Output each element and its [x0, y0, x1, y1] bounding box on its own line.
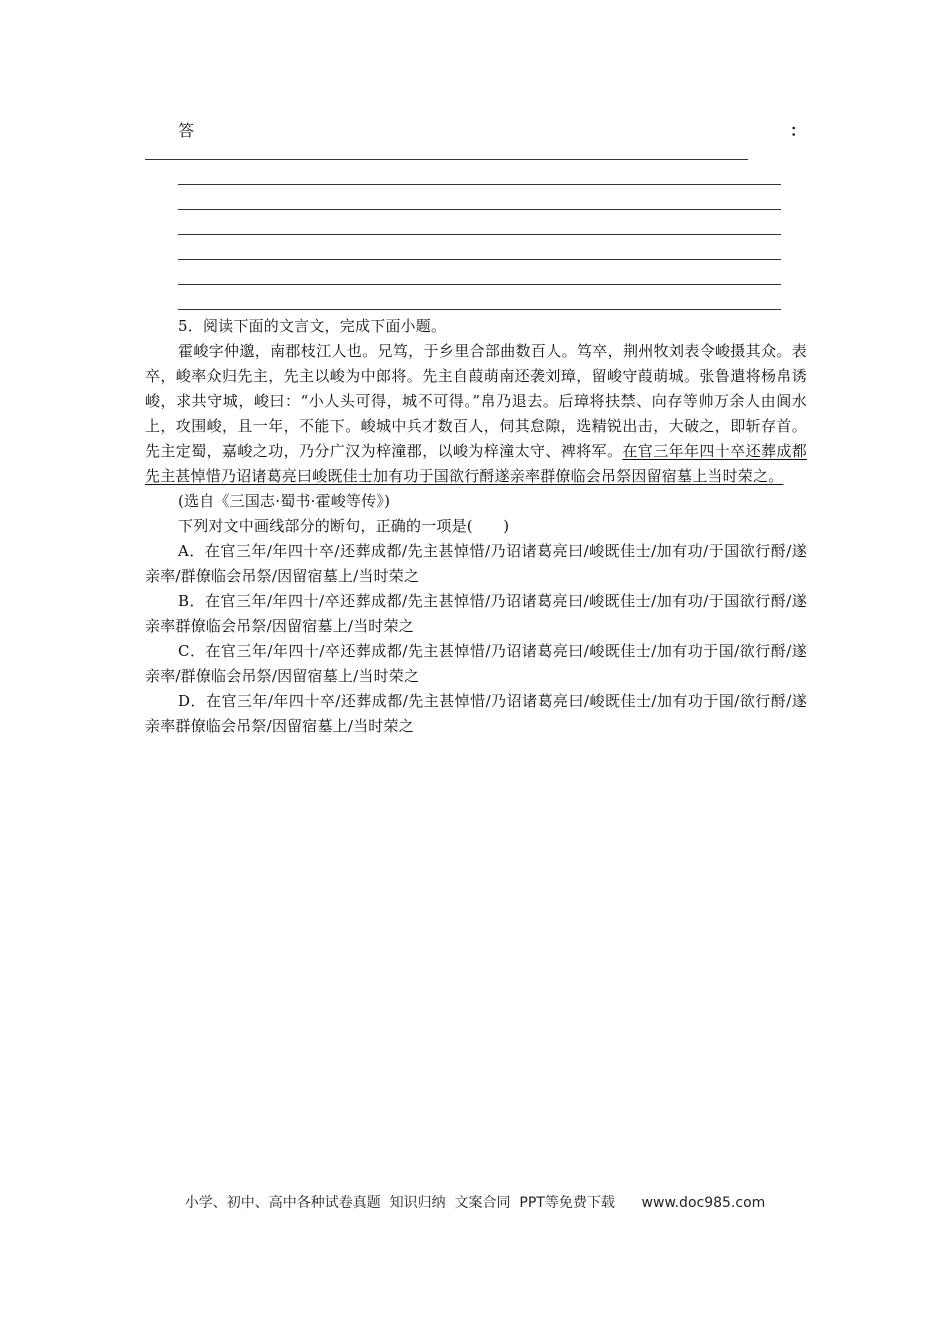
question-block — [145, 314, 807, 739]
answer-line[interactable] — [178, 234, 781, 235]
answer-line[interactable] — [178, 184, 781, 185]
option-d[interactable]: D．在官三年/年四十卒/还葬成都/先主甚悼惜/乃诏诸葛亮曰/峻既佳士/加有功于国/欲行酹/遂亲率群僚临会吊祭/因留宿墓上/当时荣之 — [145, 692, 807, 735]
question-prompt: 5．阅读下面的文言文，完成下面小题。 — [178, 317, 447, 335]
passage — [145, 339, 807, 489]
source-citation: (选自《三国志·蜀书·霍峻等传》) — [178, 492, 391, 510]
option-a[interactable]: A．在官三年/年四十卒/还葬成都/先主甚悼惜/乃诏诸葛亮曰/峻既佳士/加有功/于国欲行酹/遂亲率/群僚临会吊祭/因留宿墓上/当时荣之 — [145, 542, 807, 585]
option-c[interactable]: C．在官三年/年四十/卒还葬成都/先主甚悼惜/乃诏诸葛亮曰/峻既佳士/加有功于国/欲行酹/遂亲率/群僚临会吊祭/因留宿墓上/当时荣之 — [145, 642, 807, 685]
answer-line[interactable] — [178, 284, 781, 285]
passage-underlined: 在官三年年四十卒还葬成都先主甚悼惜乃诏诸葛亮曰峻既佳士加有功于国欲行酹遂亲率群僚临会吊祭因留宿墓上当时荣之。 — [145, 442, 807, 485]
answer-colon: ： — [790, 121, 807, 140]
option-b[interactable]: B．在官三年/年四十/卒还葬成都/先主甚悼惜/乃诏诸葛亮曰/峻既佳士/加有功/于国欲行酹/遂亲率群僚临会吊祭/因留宿墓上/当时荣之 — [145, 592, 807, 635]
answer-label: 答 — [178, 121, 195, 140]
question-stem: 下列对文中画线部分的断句，正确的一项是( ) — [178, 517, 510, 535]
page-footer: 小学、初中、高中各种试卷真题 知识归纳 文案合同 PPT等免费下载 www.doc985.com — [184, 1195, 766, 1211]
answer-line[interactable] — [145, 159, 748, 160]
answer-line[interactable] — [178, 259, 781, 260]
answer-line[interactable] — [178, 209, 781, 210]
passage-plain: 霍峻字仲邈，南郡枝江人也。兄笃，于乡里合部曲数百人。笃卒，荆州牧刘表令峻摄其众。表卒，峻率众归先主，先主以峻为中郎将。先主自葭萌南还袭刘璋，留峻守葭萌城。张鲁遣将杨帛诱峻，求共守城，峻曰：“小人头可得，城不可得。”帛乃退去。后璋将扶禁、向存等帅万余人由阆水上，攻围峻，且一年，不能下。峻城中兵才数百人，伺其怠隙，选精锐出击，大破之，即斩存首。先主定蜀，嘉峻之功，乃分广汉为梓潼郡，以峻为梓潼太守、裨将军。 — [145, 342, 807, 460]
answer-line[interactable] — [178, 309, 781, 310]
